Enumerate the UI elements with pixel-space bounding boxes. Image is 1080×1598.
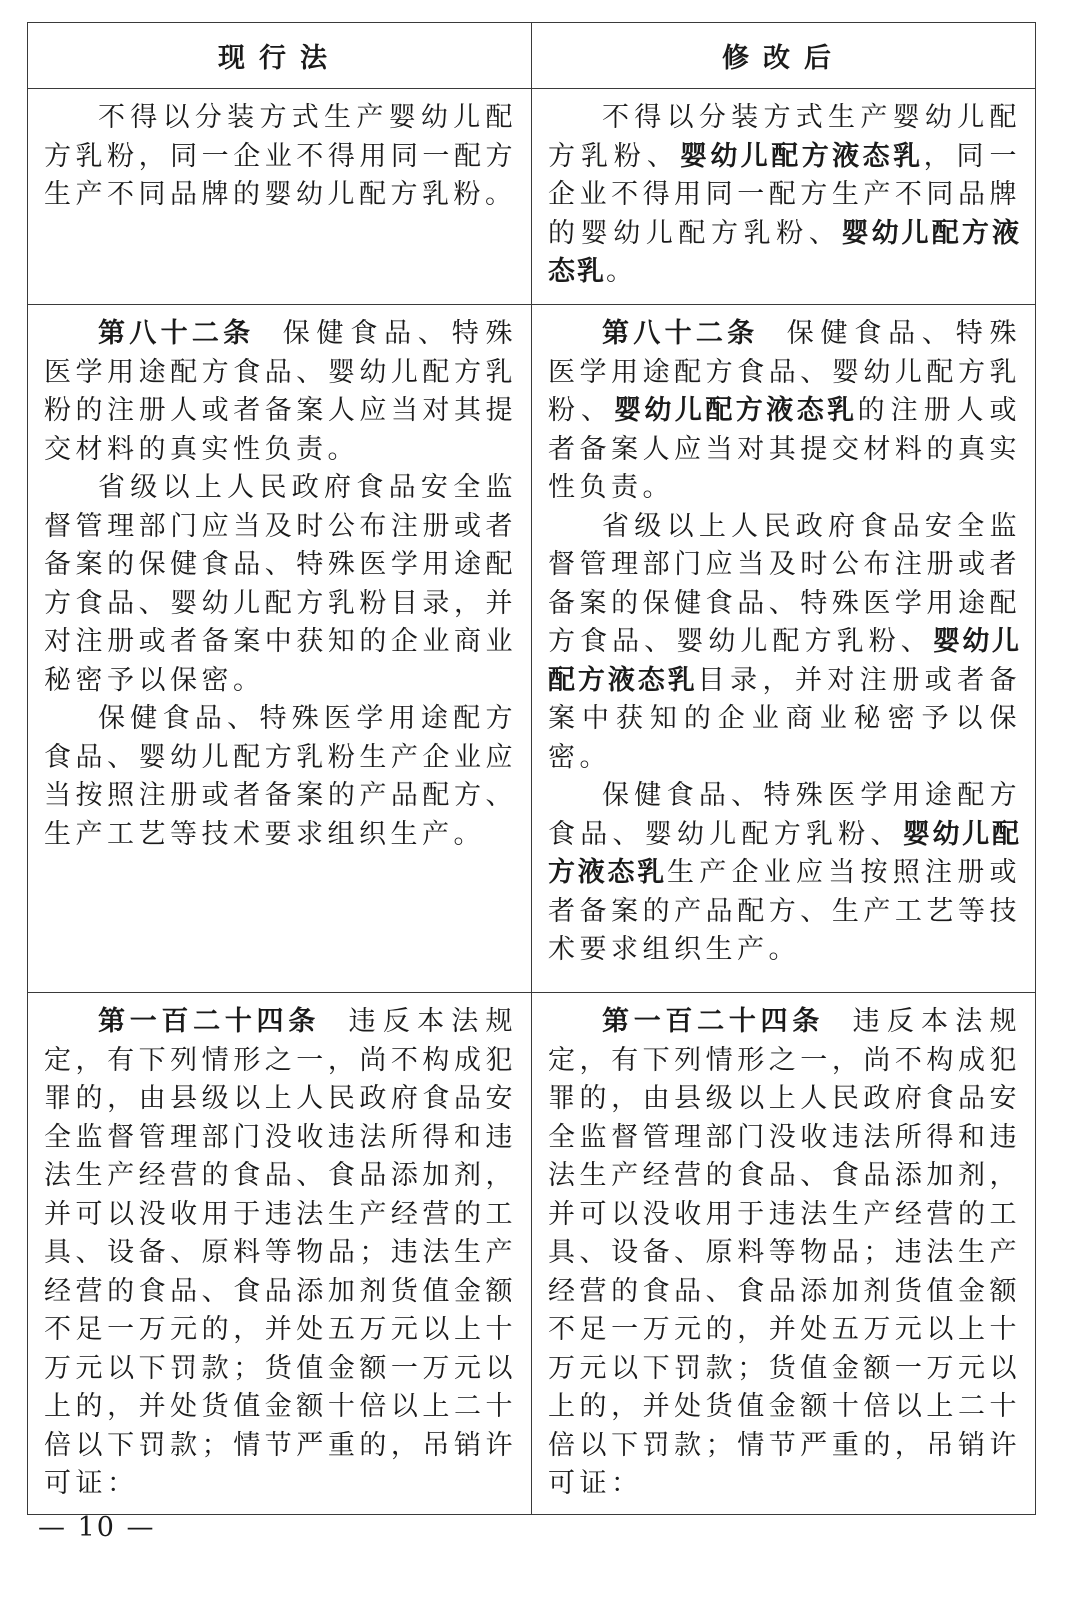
cell-amended-row3 — [532, 993, 1036, 1515]
header-row — [28, 23, 1036, 89]
highlight-text: 婴幼儿配方液态乳 — [548, 818, 1021, 888]
paragraph: 保健食品、特殊医学用途配方食品、婴幼儿配方乳粉生产企业应当按照注册或者备案的产品配方、生产工艺等技术要求组织生产。 — [44, 703, 517, 850]
cell-amended-row2 — [532, 305, 1036, 993]
table-row — [28, 89, 1036, 305]
paragraph — [548, 99, 1021, 292]
comparison-table — [27, 22, 1036, 1515]
article-number: 第一百二十四条 — [602, 1006, 824, 1037]
text-segment: 不得以分装方式生产婴幼儿配方乳粉、 — [548, 102, 1021, 172]
paragraph — [548, 315, 1021, 508]
article-number: 第一百二十四条 — [98, 1006, 320, 1037]
highlight-text: 婴幼儿配方液态乳 — [613, 395, 858, 426]
paragraph — [548, 508, 1021, 778]
header-amended: 修改后 — [532, 23, 1036, 89]
highlight-text: 婴幼儿配方液态乳 — [548, 217, 1022, 287]
paragraph — [548, 1003, 1021, 1504]
text-segment: 保健食品、特殊医学用途配方食品、婴幼儿配方乳粉、 — [548, 318, 1022, 426]
text-segment: 省级以上人民政府食品安全监督管理部门应当及时公布注册或者备案的保健食品、特殊医学用途配方食品、婴幼儿配方乳粉、 — [548, 510, 1021, 657]
header-current-law: 现行法 — [28, 23, 532, 89]
cell-current-row2 — [28, 305, 532, 993]
text-segment: 的注册人或者备案人应当对其提交材料的真实性负责。 — [548, 395, 1022, 503]
paragraph: 省级以上人民政府食品安全监督管理部门应当及时公布注册或者备案的保健食品、特殊医学用途配方食品、婴幼儿配方乳粉目录，并对注册或者备案中获知的企业商业秘密予以保密。 — [44, 472, 517, 696]
text-segment: 目录，并对注册或者备案中获知的企业商业秘密予以保密。 — [548, 664, 1022, 773]
cell-current-row1 — [28, 89, 532, 305]
highlight-text: 婴幼儿配方液态乳 — [548, 626, 1022, 696]
text-segment: 保健食品、特殊医学用途配方食品、婴幼儿配方乳粉、 — [548, 780, 1021, 850]
table-row — [28, 305, 1036, 993]
text-segment: 违反本法规定，有下列情形之一，尚不构成犯罪的，由县级以上人民政府食品安全监督管理部门没收违法所得和违法生产经营的食品、食品添加剂，并可以没收用于违法生产经营的工具、设备、原料等物品；违法生产经营的食品、食品添加剂货值金额不足一万元的，并处五万元以上十万元以下罚款；货值金额一万元以上的，并处货值金额十倍以上二十倍以下罚款；情节严重的，吊销许可证： — [44, 1006, 518, 1499]
text-segment: 。 — [606, 256, 638, 287]
article-number: 第八十二条 — [98, 318, 255, 349]
highlight-text: 婴幼儿配方液态乳 — [679, 140, 924, 172]
paragraph — [44, 1003, 517, 1504]
paragraph — [44, 315, 517, 469]
text-segment: ，同一企业不得用同一配方生产不同品牌的婴幼儿配方乳粉、 — [548, 140, 1022, 249]
cell-amended-row1 — [532, 89, 1036, 305]
cell-current-row3 — [28, 993, 532, 1515]
article-number: 第八十二条 — [602, 318, 759, 349]
table-row — [28, 993, 1036, 1515]
text-segment: 违反本法规定，有下列情形之一，尚不构成犯罪的，由县级以上人民政府食品安全监督管理部门没收违法所得和违法生产经营的食品、食品添加剂，并可以没收用于违法生产经营的工具、设备、原料等物品；违法生产经营的食品、食品添加剂货值金额不足一万元的，并处五万元以上十万元以下罚款；货值金额一万元以上的，并处货值金额十倍以上二十倍以下罚款；情节严重的，吊销许可证： — [548, 1006, 1022, 1499]
paragraph: 不得以分装方式生产婴幼儿配方乳粉，同一企业不得用同一配方生产不同品牌的婴幼儿配方乳粉。 — [44, 102, 517, 210]
text-segment: 生产企业应当按照注册或者备案的产品配方、生产工艺等技术要求组织生产。 — [548, 857, 1021, 965]
text-segment: 保健食品、特殊医学用途配方食品、婴幼儿配方乳粉的注册人或者备案人应当对其提交材料的真实性负责。 — [44, 318, 518, 465]
paragraph — [548, 777, 1021, 970]
page-number: — 10 — — [38, 1512, 156, 1543]
